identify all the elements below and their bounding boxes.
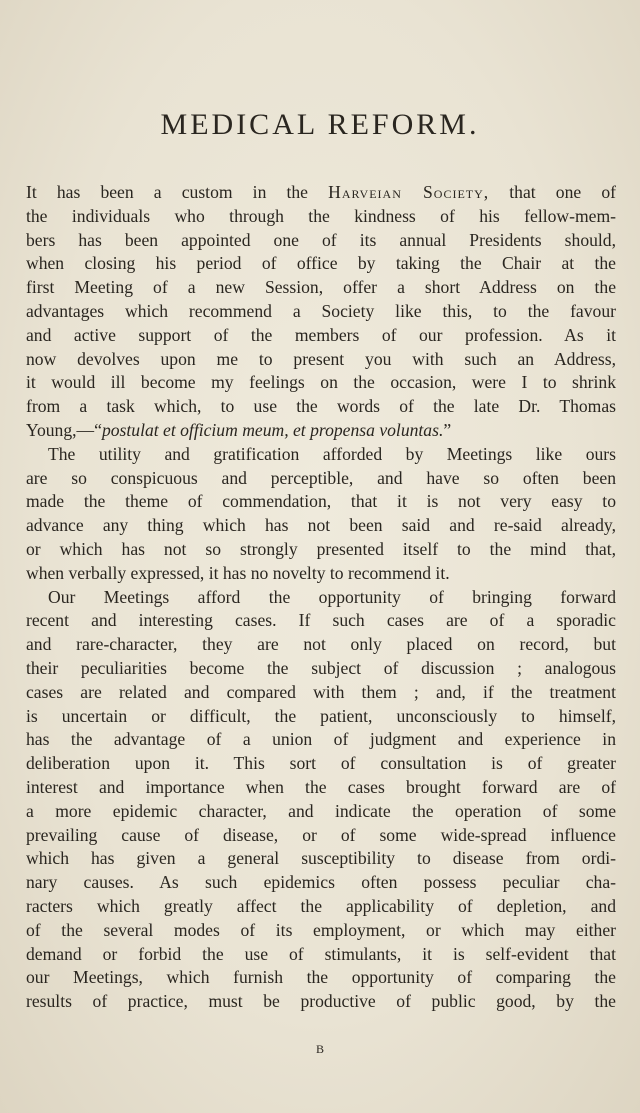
text-line: nary causes. As such epidemics often possess peculiar cha- [26,872,616,893]
text-line: when verbally expressed, it has no novelty to recommend it. [26,562,450,583]
page-title: MEDICAL REFORM. [160,108,480,141]
text-line: and active support of the members of our profession. As it [26,324,616,345]
text-line: first Meeting of a new Session, offer a short Address on the [26,277,616,298]
text-line: results of practice, must be productive of public good, by the [26,991,616,1012]
text-line: their peculiarities become the subject of discussion ; analogous [26,657,616,678]
text-line: interest and importance when the cases brought forward are of [26,776,616,797]
text-line: demand or forbid the use of stimulants, it is self-evident that [26,943,616,964]
text-line: deliberation upon it. This sort of consultation is of greater [26,753,616,774]
signature-mark: B [315,1042,324,1056]
text-run: It has been a custom in the [26,182,329,202]
body-text [26,181,616,1014]
text-line: advance any thing which has not been said and re-said already, [26,515,616,536]
text-line [26,181,616,205]
text-line [26,419,616,443]
text-line: a more epidemic character, and indicate the operation of some [26,800,616,821]
text-line: from a task which, to use the words of the late Dr. Thomas [26,396,616,417]
text-run: Young,—“ [26,419,102,440]
text-run: that one of [489,182,616,202]
text-line: made the theme of commendation, that it is not very easy to [26,491,616,512]
text-line: now devolves upon me to present you with such an Address, [26,348,616,369]
text-line: it would ill become my feelings on the occasion, were I to shrink [26,372,616,393]
text-line: or which has not so strongly presented itself to the mind that, [26,538,616,559]
text-line: and rare-character, they are not only placed on record, but [26,634,616,655]
text-line: prevailing cause of disease, or of some wide-spread influence [26,824,616,845]
text-line: cases are related and compared with them ; and, if the treatment [26,681,616,702]
text-line: racters which greatly affect the applicability of depletion, and [26,895,616,916]
text-line: which has given a general susceptibility to disease from ordi- [26,848,616,869]
text-line: when closing his period of office by taking the Chair at the [26,253,616,274]
text-line: is uncertain or difficult, the patient, unconsciously to himself, [26,705,616,726]
society-name: Harveian Society, [328,182,490,202]
text-line: The utility and gratification afforded by Meetings like ours [48,443,616,464]
text-line: our Meetings, which furnish the opportunity of comparing the [26,967,616,988]
text-line: are so conspicuous and perceptible, and have so often been [26,467,616,488]
text-line: of the several modes of its employment, or which may either [26,919,616,940]
text-line: Our Meetings afford the opportunity of bringing forward [48,586,616,607]
text-run: ” [443,419,452,440]
text-line: advantages which recommend a Society like this, to the favour [26,300,616,321]
text-line: has the advantage of a union of judgment and experience in [26,729,616,750]
latin-quote: postulat et officium meum, et propensa voluntas. [101,419,444,440]
text-line: recent and interesting cases. If such cases are of a sporadic [26,610,616,631]
text-line: the individuals who through the kindness of his fellow-mem- [26,205,616,226]
text-line: bers has been appointed one of its annual Presidents should, [26,229,616,250]
